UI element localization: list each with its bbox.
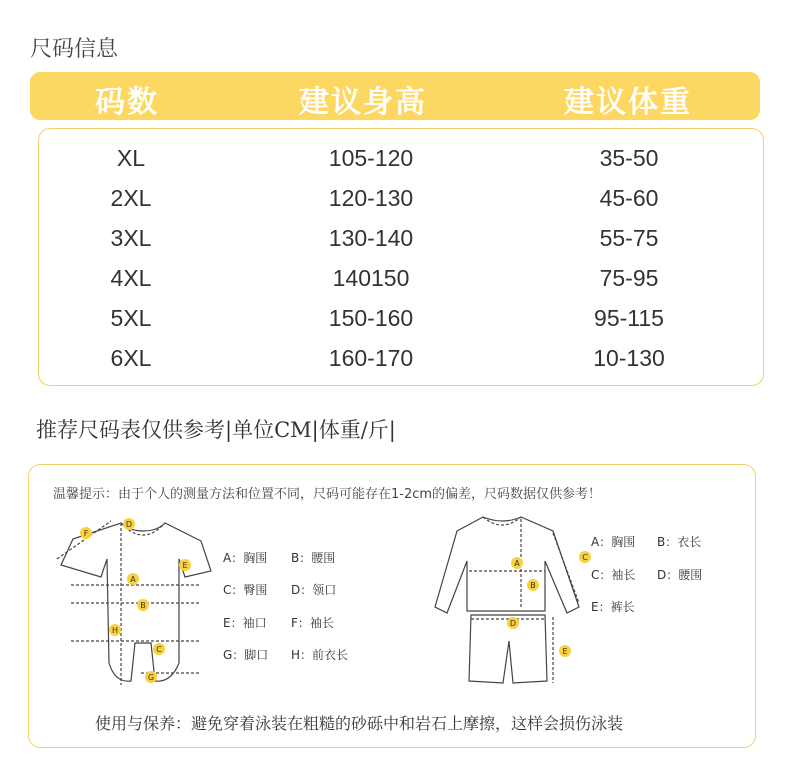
legend-left-b: B：腰围 xyxy=(291,551,336,565)
marker-c-label: C xyxy=(582,553,588,562)
legend-left-h: H：前衣长 xyxy=(291,648,349,662)
size-table xyxy=(38,128,764,386)
legend-right-d: D：腰围 xyxy=(657,568,703,582)
size-cell: 2XL xyxy=(110,185,152,211)
marker-d-label: D xyxy=(509,619,517,628)
legend-left-c: C：臀围 xyxy=(223,583,268,597)
weight-cell: 55-75 xyxy=(599,225,659,251)
twopiece-diagram xyxy=(433,511,588,701)
marker-h-label: H xyxy=(111,626,119,635)
weight-cell: 35-50 xyxy=(599,145,659,171)
care-instructions: 使用与保养：避免穿着泳装在粗糙的砂砾中和岩石上摩擦，这样会损伤泳装 xyxy=(95,714,624,733)
header-weight: 建议体重 xyxy=(564,85,692,120)
onepiece-outline-icon xyxy=(61,523,211,681)
marker-a-label: A xyxy=(130,575,136,584)
size-cell: XL xyxy=(116,145,146,171)
legend-left-e: E：袖口 xyxy=(223,616,267,630)
table-row xyxy=(39,145,763,185)
weight-cell: 75-95 xyxy=(599,265,659,291)
size-cell: 6XL xyxy=(110,345,152,371)
table-row xyxy=(39,225,763,265)
legend-left-a: A：胸围 xyxy=(223,551,268,565)
table-row xyxy=(39,185,763,225)
weight-cell: 95-115 xyxy=(594,305,664,331)
page-title: 尺码信息 xyxy=(30,37,119,62)
size-cell: 3XL xyxy=(110,225,152,251)
legend-left-f: F：袖长 xyxy=(291,616,334,630)
weight-cell: 45-60 xyxy=(599,185,659,211)
marker-e-label: E xyxy=(562,647,568,656)
marker-f-label: F xyxy=(83,529,89,538)
height-cell: 160-170 xyxy=(328,345,414,371)
legend-left-d: D：领口 xyxy=(291,583,337,597)
height-cell: 130-140 xyxy=(328,225,414,251)
table-row xyxy=(39,265,763,305)
marker-d-label: D xyxy=(125,520,133,529)
legend-right-a: A：胸围 xyxy=(591,535,636,549)
legend-right-c: C：袖长 xyxy=(591,568,636,582)
size-cell: 5XL xyxy=(110,305,152,331)
table-row xyxy=(39,345,763,385)
measurement-guide xyxy=(28,464,756,748)
warm-tip: 温馨提示：由于个人的测量方法和位置不同，尺码可能存在1-2cm的偏差，尺码数据仅供参考！ xyxy=(53,487,602,502)
legend-right-e: E：裤长 xyxy=(591,600,635,614)
weight-cell: 10-130 xyxy=(593,345,665,371)
onepiece-diagram xyxy=(51,513,231,693)
height-cell: 105-120 xyxy=(328,145,414,171)
height-cell: 140150 xyxy=(332,265,410,291)
marker-g-label: G xyxy=(147,673,155,682)
height-cell: 150-160 xyxy=(328,305,414,331)
marker-e-label: E xyxy=(182,561,188,570)
table-row xyxy=(39,305,763,345)
reference-note: 推荐尺码表仅供参考|单位CM|体重/斤| xyxy=(36,418,396,442)
header-height: 建议身高 xyxy=(299,85,427,120)
marker-c-label: C xyxy=(156,645,162,654)
marker-a-label: A xyxy=(514,559,520,568)
legend-right-b: B：衣长 xyxy=(657,535,702,549)
marker-b-label: B xyxy=(530,581,536,590)
legend-left-g: G：脚口 xyxy=(223,648,269,662)
top-outline-icon xyxy=(435,517,579,613)
size-table-header xyxy=(30,72,760,120)
height-cell: 120-130 xyxy=(328,185,414,211)
size-cell: 4XL xyxy=(110,265,152,291)
header-size: 码数 xyxy=(95,85,159,120)
marker-b-label: B xyxy=(140,601,146,610)
